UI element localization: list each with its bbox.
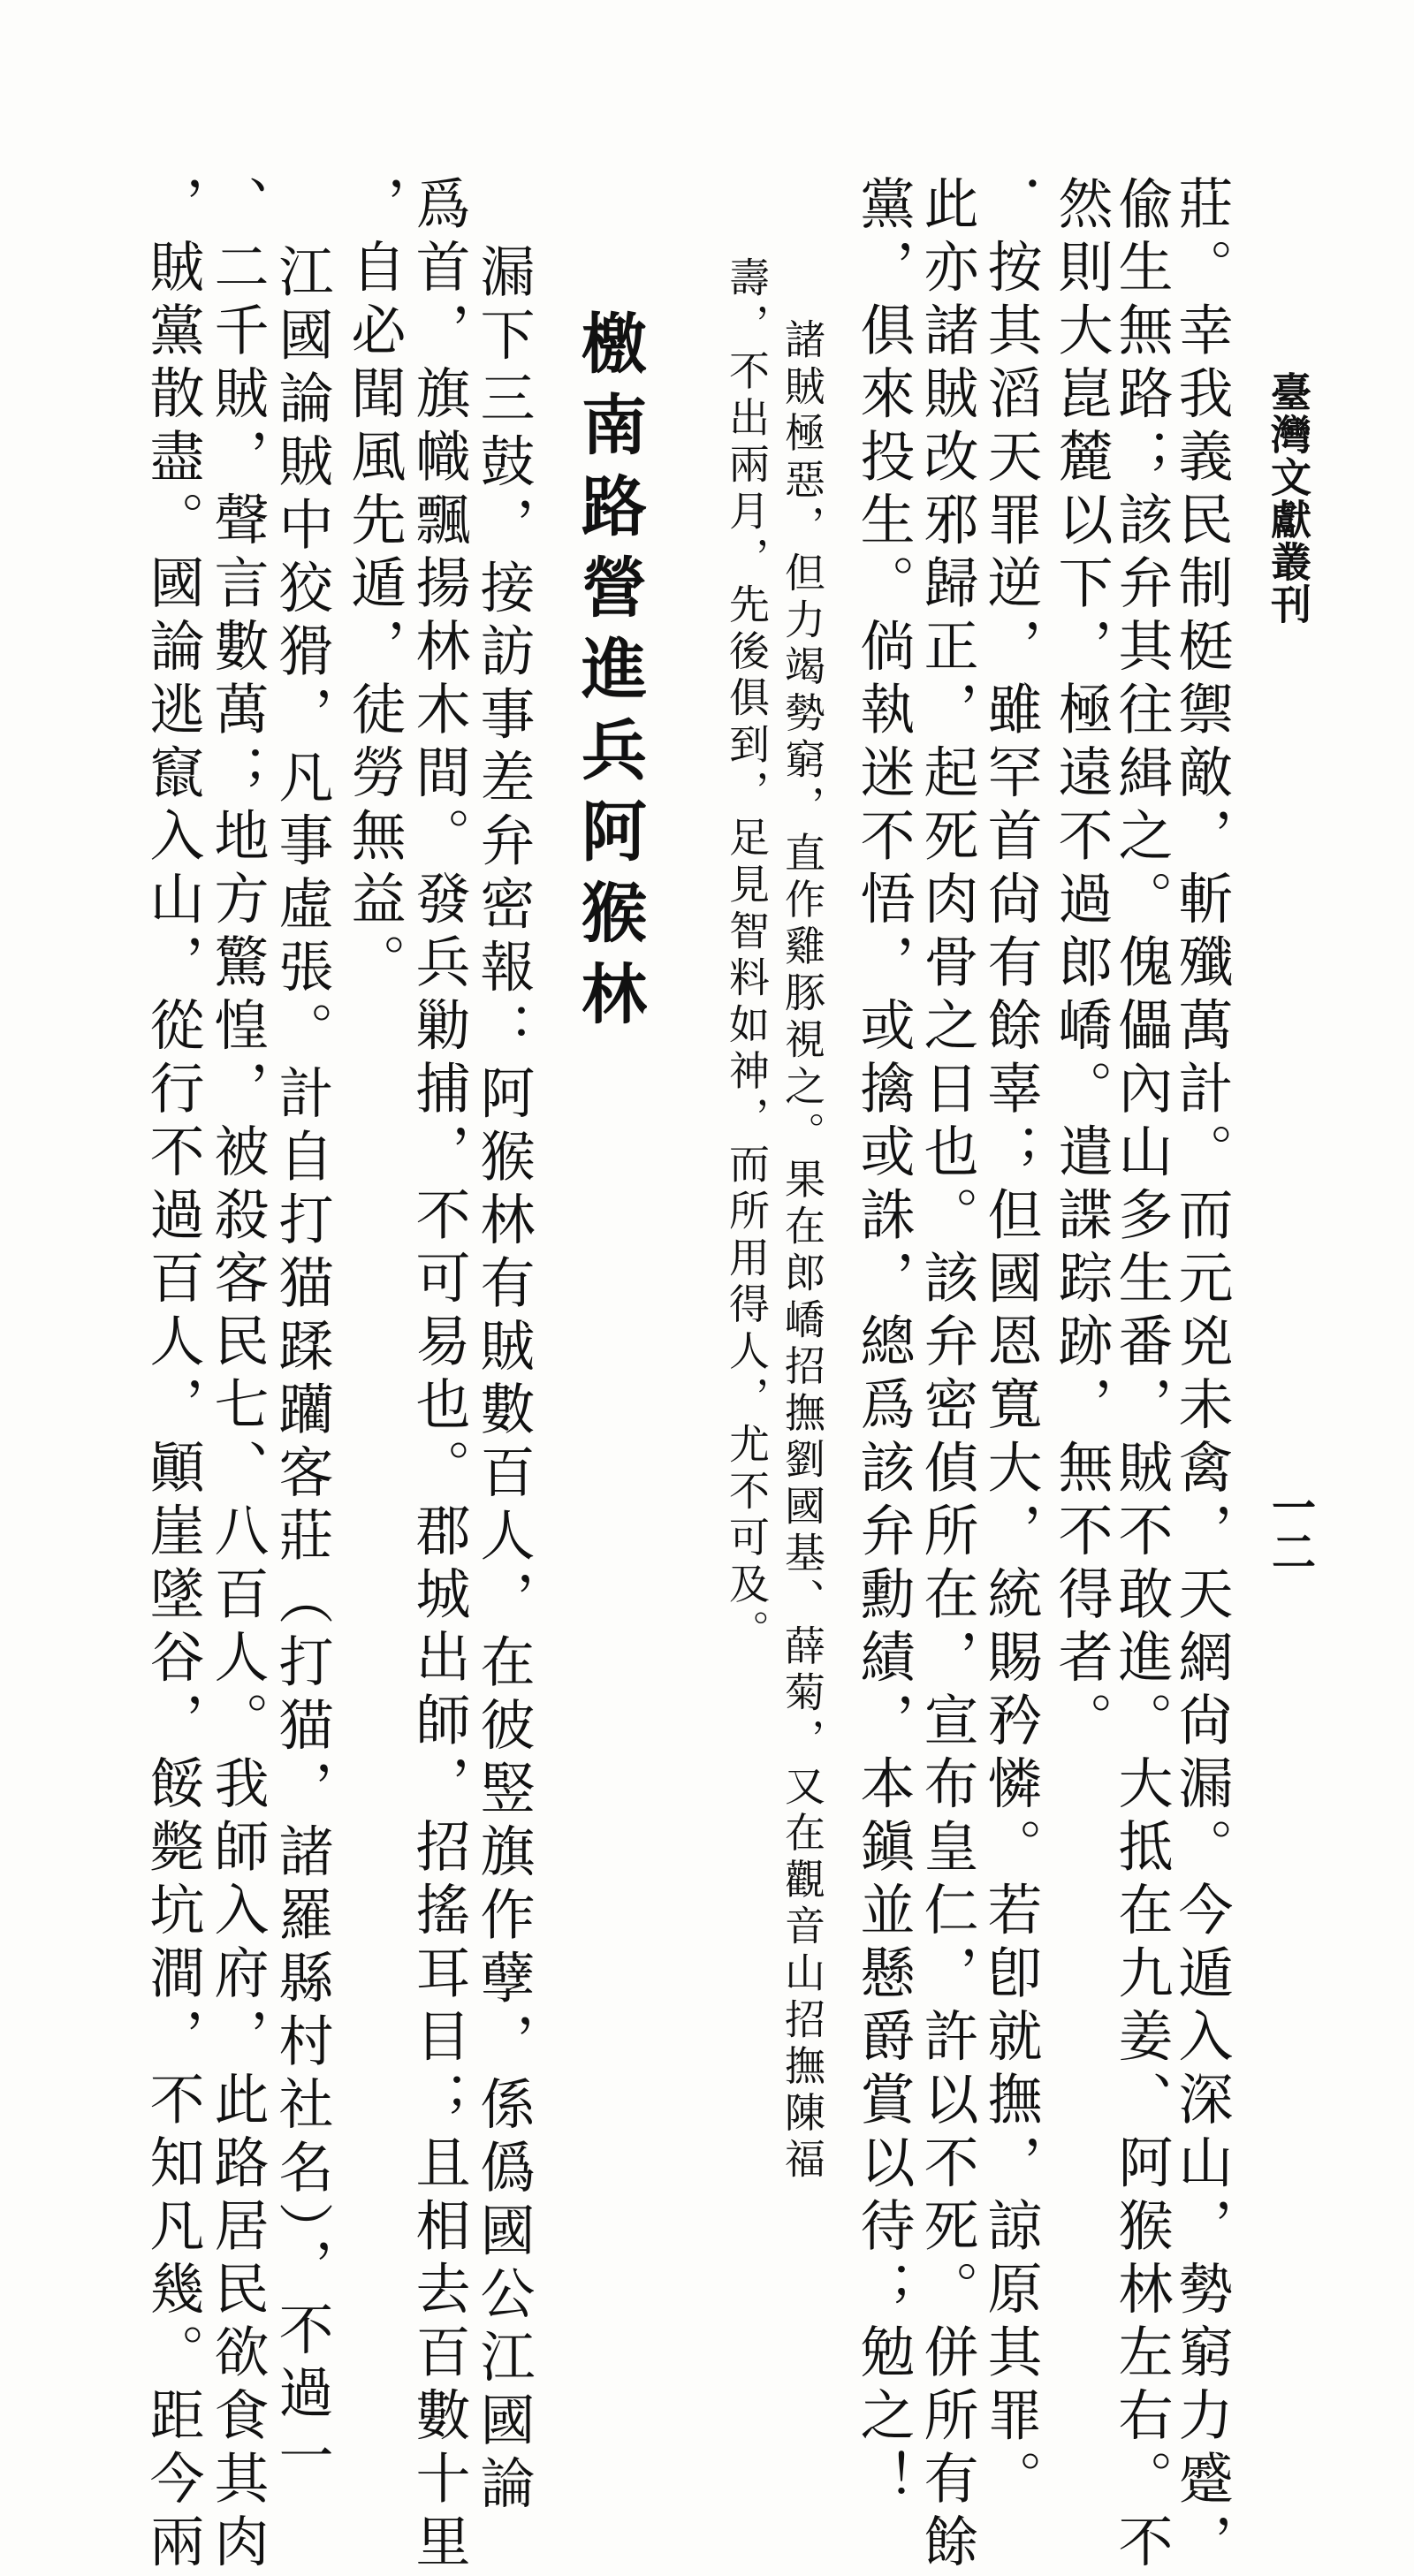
text-column-5: 此亦諸賊改邪歸正，起死肉骨之日也。該弁密偵所在，宣布皇仁，許以不死。併所有餘: [915, 175, 979, 2576]
text-column-7: 漏下三鼓，接訪事差弁密報：阿猴林有賊數百人，在彼竪旗作孽，係僞國公江國論: [471, 243, 536, 2518]
text-column-12: ，賊黨散盡。國論逃竄入山，從行不過百人，顚崖墜谷，餒斃坑澗，不知凡幾。距今兩: [141, 175, 205, 2576]
text-column-1: 莊。幸我義民制梃禦敵，斬殲萬計。而元兇未禽，天網尙漏。今遁入深山，勢窮力蹙，: [1169, 175, 1234, 2576]
section-title: 檄南路營進兵阿猴林: [571, 309, 647, 1041]
text-column-2: 偸生無路；該弁其往緝之。傀儡內山多生番，賊不敢進。大抵在九姜、阿猴林左右。不: [1109, 175, 1174, 2576]
text-column-11: 、二千賊，聲言數萬；地方驚惶，被殺客民七、八百人。我師入府，此路居民欲食其肉: [205, 175, 270, 2576]
text-column-6: 黨，俱來投生。倘執迷不悟，或擒或誅，總爲該弁勳績，本鎭並懸爵賞以待；勉之！: [851, 175, 916, 2513]
note-column-2: 壽，不出兩月，先後俱到，足見智料如神，而所用得人，尤不可及。: [723, 256, 771, 1656]
note-column-1: 諸賊極惡，但力竭勢窮，直作雞豚視之。果在郎嶠招撫劉國基、薛菊，又在觀音山招撫陳福: [779, 318, 826, 2185]
text-column-3: 然則大崑麓以下，極遠不過郎嶠。遣諜踪跡，無不得者。: [1049, 175, 1114, 1755]
text-column-8: 爲首，旗幟飄揚林木間。發兵勦捕，不可易也。郡城出師，招搖耳目；且相去百數十里: [407, 175, 471, 2576]
running-title: 臺灣文獻叢刊: [1265, 371, 1312, 626]
page-number: 一二: [1265, 1485, 1317, 1573]
text-column-9: ，自必聞風先遁，徒勞無益。: [342, 175, 407, 997]
text-column-4: ．按其滔天罪逆，雖罕首尙有餘辜；但國恩寬大，統賜矜憐。若卽就撫，諒原其罪。: [978, 175, 1043, 2513]
text-column-10: 江國論賊中狡猾，凡事虛張。計自打猫蹂躪客莊（打猫，諸羅縣村社名），不過一: [270, 243, 334, 2490]
